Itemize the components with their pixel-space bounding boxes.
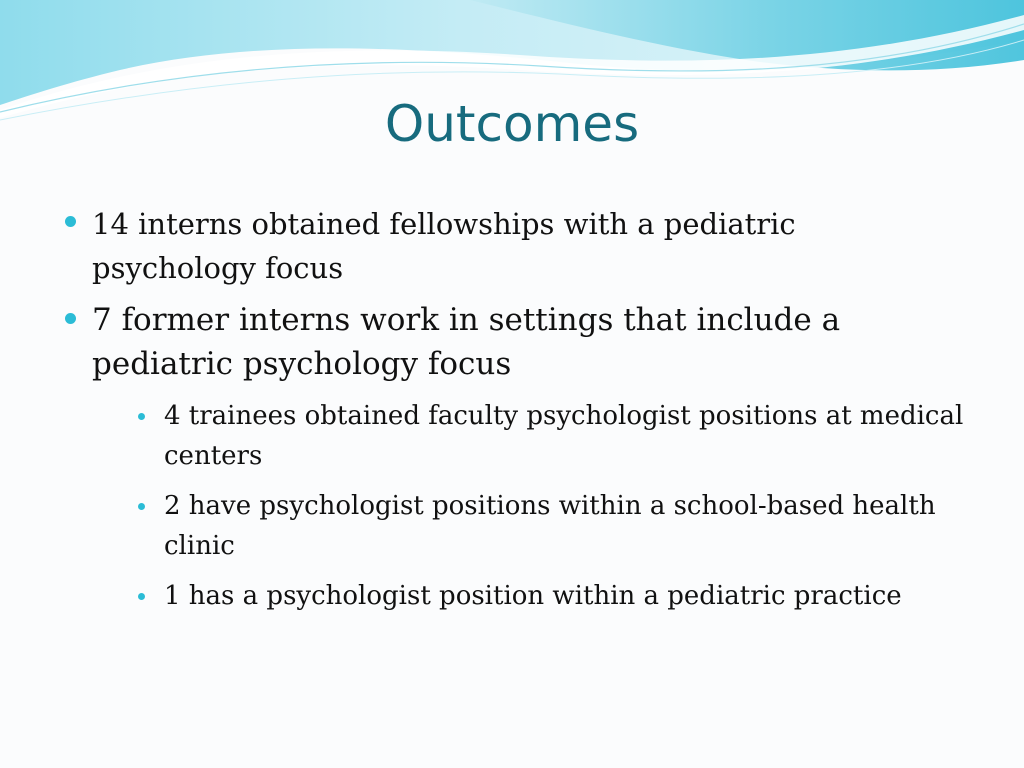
slide-content xyxy=(64,202,964,626)
slide-title: Outcomes xyxy=(384,95,640,153)
bullet-dot-icon xyxy=(65,216,76,227)
bullet-item xyxy=(64,202,964,290)
sub-bullet-text: 1 has a psychologist position within a pediatric practice xyxy=(164,581,902,611)
bullet-text: 14 interns obtained fellowships with a pediatric psychology focus xyxy=(92,207,796,285)
sub-bullet-item xyxy=(164,486,964,566)
sub-bullet-item xyxy=(164,396,964,476)
sub-bullet-list xyxy=(64,396,964,616)
sub-bullet-text: 4 trainees obtained faculty psychologist positions at medical centers xyxy=(164,401,964,471)
bullet-item xyxy=(64,298,964,386)
bullet-dot-icon xyxy=(65,313,76,324)
sub-bullet-text: 2 have psychologist positions within a school-based health clinic xyxy=(164,491,936,561)
bullet-text: 7 former interns work in settings that include a pediatric psychology focus xyxy=(92,302,841,382)
sub-bullet-dot-icon xyxy=(138,593,145,600)
sub-bullet-dot-icon xyxy=(138,413,145,420)
sub-bullet-item xyxy=(164,576,964,616)
sub-bullet-dot-icon xyxy=(138,503,145,510)
